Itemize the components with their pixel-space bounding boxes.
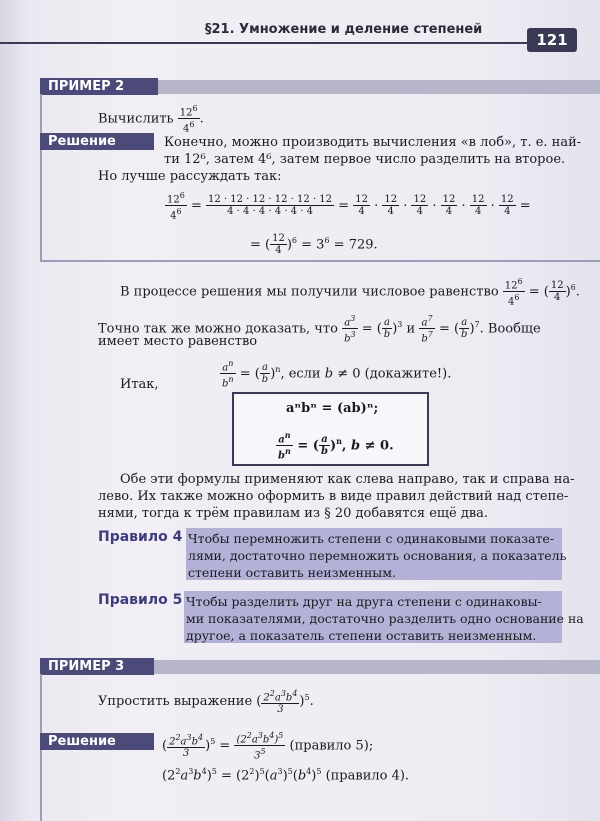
solution2-calc1: $\frac{12^6}{4^6}$ = $\frac{12 \cdot 12 \cdot 12 \cdot 12 \cdot 12 \cdot 12}{4 \cdot 4 \cdot 4 \cdot 4 \cdot 4 \cdot 4}$ = $\frac{12}{4}$ · $\frac{12}{4}$ · $\frac{12}{4}$ · $\frac{12}{4}$ · $\frac{12}{4}$ · $\frac{12}{4}$ = — [167, 191, 531, 222]
body-paragraph-3c: нями, тогда к трём правилам из § 20 добавятся ещё два. — [98, 506, 489, 521]
page-header-title: §21. Умножение и деление степеней — [205, 22, 483, 37]
body-paragraph-1: В процессе решения мы получили числовое равенство $\frac{12^6}{4^6}$ = ( $\frac{12}{4}$ )$^6$. — [120, 277, 580, 308]
solution3-tag: Решение — [40, 733, 154, 750]
example3-tag: ПРИМЕР 3 — [40, 658, 154, 675]
solution2-line3: Но лучше рассуждать так: — [98, 169, 282, 184]
page-number: 121 — [527, 28, 577, 52]
general-identity: $\frac{a^n}{b^n}$ = ( $\frac{a}{b}$ )$^n$, если b ≠ 0 (докажите!). — [222, 359, 452, 390]
rule5-line1: Чтобы разделить друг на друга степени с одинаковы- — [186, 594, 542, 609]
formula-quotient: $\frac{a^n}{b^n}$ = ( $\frac{a}{b}$ )$^n$, b ≠ 0. — [278, 430, 394, 462]
body-paragraph-3b: лево. Их также можно оформить в виде правил действий над степе- — [98, 489, 569, 504]
example2-task: Вычислить $\frac{12^6}{4^6}$ . — [98, 104, 204, 135]
rule5-line2: ми показателями, достаточно разделить одно основание на — [186, 611, 584, 626]
rule5-label: Правило 5 — [98, 592, 183, 608]
example3-task: Упростить выражение ( $\frac{2^2a^3b^4}{3}$ )$^5$. — [98, 689, 314, 716]
key-formula-box — [232, 392, 429, 466]
solution2-calc2: = ( $\frac{12}{4}$ )$^6 = 3^6 = 729$. — [250, 233, 378, 257]
formula-product: aⁿbⁿ = (ab)ⁿ; — [286, 401, 379, 416]
rule4-label: Правило 4 — [98, 529, 183, 545]
header-rule — [0, 42, 540, 44]
rule4-line1: Чтобы перемножить степени с одинаковыми показате- — [188, 531, 555, 546]
solution2-line2: ти 12⁶, затем 4⁶, затем первое число разделить на второе. — [164, 152, 566, 167]
solution3-step1: ( $\frac{2^2a^3b^4}{3}$ )$^5$ = $\frac{(2^2a^3b^4)^5}{3^5}$ (правило 5); — [162, 731, 374, 762]
rule4-line3: степени оставить неизменным. — [188, 565, 396, 580]
solution3-step2: $(2^2a^3b^4)^5 = (2^2)^5(a^3)^5(b^4)^5$ (правило 4). — [162, 767, 410, 784]
solution2-tag: Решение — [40, 133, 154, 150]
body-paragraph-3a: Обе эти формулы применяют как слева направо, так и справа на- — [120, 472, 575, 487]
example2-tag: ПРИМЕР 2 — [40, 78, 158, 95]
itak-label: Итак, — [120, 377, 159, 392]
task-fraction: $\frac{12^6}{4^6}$ — [179, 104, 198, 135]
body-paragraph-2a: Точно так же можно доказать, что $\frac{a^3}{b^3}$ = ( $\frac{a}{b}$ )$^3$ и $\frac{a^7}{b^7}$ = ( $\frac{a}{b}$ )$^7$. Вообще — [98, 314, 541, 345]
body-paragraph-2b: имеет место равенство — [98, 334, 258, 349]
solution2-line1: Конечно, можно производить вычисления «в лоб», т. е. най- — [164, 135, 582, 150]
rule4-line2: лями, достаточно перемножить основания, а показатель — [188, 548, 567, 563]
rule5-line3: другое, а показатель степени оставить неизменным. — [186, 628, 537, 643]
